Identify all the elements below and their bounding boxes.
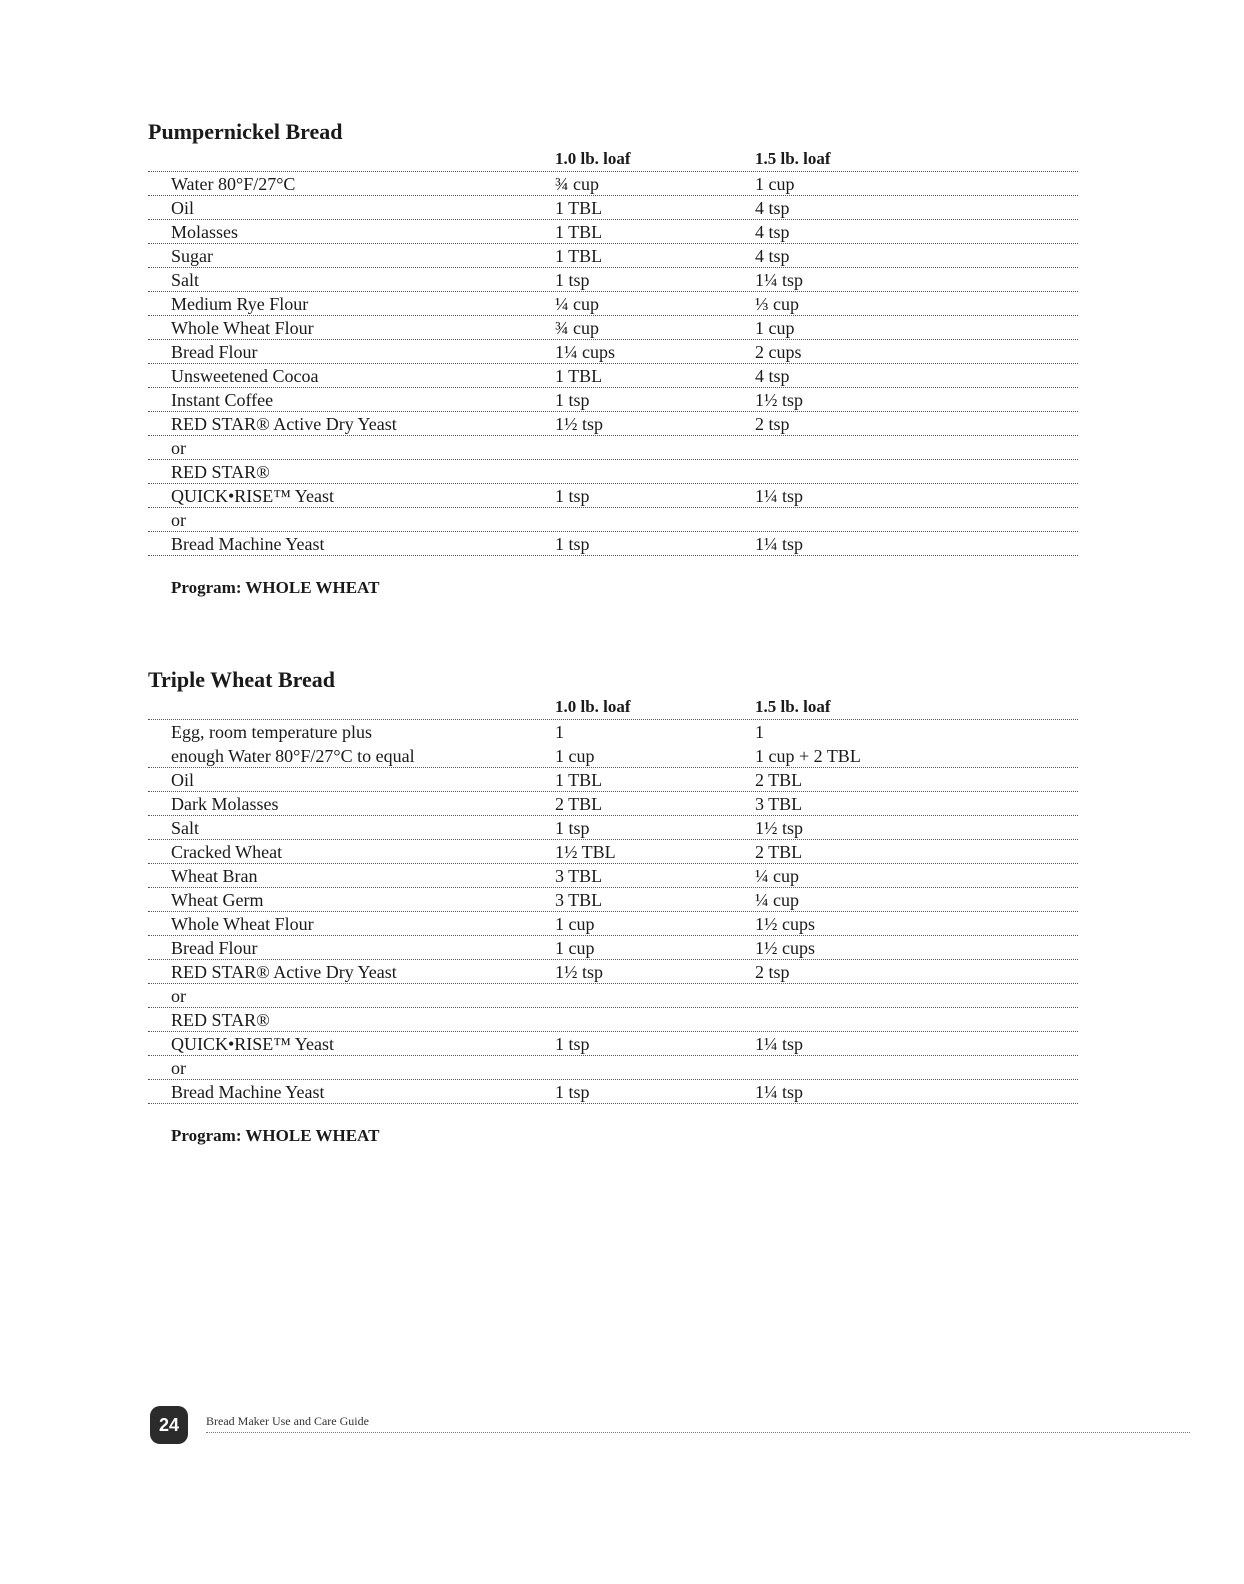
ingredient-name: Instant Coffee [171,390,274,410]
amount-large-loaf: ¼ cup [755,866,799,886]
column-headers [148,147,1078,172]
ingredient-name: RED STAR® Active Dry Yeast [171,414,397,434]
ingredient-name: RED STAR® [171,462,270,482]
ingredient-row [148,484,1078,508]
amount-large-loaf: 2 tsp [755,414,790,434]
ingredient-row [148,436,1078,460]
ingredient-row [148,316,1078,340]
recipe-pumpernickel [148,117,1078,598]
ingredient-row [148,244,1078,268]
amount-small-loaf: 1½ TBL [555,842,616,862]
page-footer [150,1406,1190,1446]
program-setting: Program: WHOLE WHEAT [171,1126,380,1145]
ingredient-row [148,888,1078,912]
amount-large-loaf: 4 tsp [755,366,790,386]
ingredient-row [148,960,1078,984]
ingredient-row [148,720,1078,744]
program-setting: Program: WHOLE WHEAT [171,578,380,597]
amount-small-loaf: 1 cup [555,746,595,766]
amount-small-loaf: 1 TBL [555,770,603,790]
ingredient-name: or [171,438,186,458]
ingredient-name: Bread Flour [171,938,258,958]
ingredient-name: Cracked Wheat [171,842,283,862]
ingredient-row [148,840,1078,864]
ingredient-row [148,912,1078,936]
amount-small-loaf: 1 cup [555,914,595,934]
amount-large-loaf: 2 tsp [755,962,790,982]
amount-small-loaf: ¼ cup [555,294,599,314]
amount-small-loaf: 1¼ cups [555,342,615,362]
amount-large-loaf: 4 tsp [755,198,790,218]
recipe-title: Pumpernickel Bread [148,119,343,144]
column-headers [148,695,1078,720]
ingredient-name: Salt [171,818,200,838]
ingredient-name: Bread Machine Yeast [171,1082,325,1102]
footer-divider [206,1432,1190,1433]
ingredient-row [148,936,1078,960]
amount-small-loaf: 1 TBL [555,246,603,266]
ingredient-name: or [171,1058,186,1078]
amount-large-loaf: 2 TBL [755,770,803,790]
amount-large-loaf: 2 TBL [755,842,803,862]
ingredient-row [148,172,1078,196]
ingredient-row [148,412,1078,436]
ingredient-row [148,1032,1078,1056]
amount-small-loaf: 2 TBL [555,794,603,814]
amount-large-loaf: 4 tsp [755,246,790,266]
amount-small-loaf: 1 cup [555,938,595,958]
amount-small-loaf: 1 tsp [555,270,590,290]
ingredient-name: Wheat Germ [171,890,264,910]
amount-small-loaf: 3 TBL [555,890,603,910]
ingredient-row [148,364,1078,388]
ingredient-row [148,268,1078,292]
amount-small-loaf: 1 tsp [555,486,590,506]
amount-large-loaf: 2 cups [755,342,802,362]
amount-large-loaf: 1 cup + 2 TBL [755,746,861,766]
amount-small-loaf: 1 TBL [555,222,603,242]
amount-small-loaf: 1½ tsp [555,414,604,434]
ingredient-name: enough Water 80°F/27°C to equal [171,746,415,766]
ingredient-row [148,220,1078,244]
ingredient-row [148,792,1078,816]
amount-small-loaf: 1½ tsp [555,962,604,982]
ingredient-name: Dark Molasses [171,794,279,814]
ingredient-name: Water 80°F/27°C [171,174,296,194]
ingredient-name: Unsweetened Cocoa [171,366,319,386]
ingredient-row [148,532,1078,556]
ingredient-row [148,1008,1078,1032]
amount-large-loaf: 1½ tsp [755,818,804,838]
amount-small-loaf: ¾ cup [555,174,599,194]
amount-large-loaf: 1¼ tsp [755,1034,804,1054]
ingredient-name: QUICK•RISE™ Yeast [171,1034,334,1054]
column-header-small-loaf: 1.0 lb. loaf [555,697,631,716]
ingredient-name: Egg, room temperature plus [171,722,372,742]
amount-large-loaf: 1½ cups [755,914,815,934]
ingredient-table [148,720,1078,1104]
ingredient-row [148,1056,1078,1080]
amount-large-loaf: 1½ cups [755,938,815,958]
amount-large-loaf: 1¼ tsp [755,486,804,506]
amount-large-loaf: 1 [755,722,764,742]
amount-small-loaf: 1 TBL [555,366,603,386]
column-header-large-loaf: 1.5 lb. loaf [755,697,831,716]
ingredient-row [148,1080,1078,1104]
ingredient-row [148,816,1078,840]
amount-small-loaf: 1 TBL [555,198,603,218]
amount-large-loaf: 3 TBL [755,794,803,814]
amount-small-loaf: 1 tsp [555,1034,590,1054]
ingredient-row [148,292,1078,316]
ingredient-row [148,508,1078,532]
ingredient-name: Oil [171,770,195,790]
ingredient-name: QUICK•RISE™ Yeast [171,486,334,506]
ingredient-name: Sugar [171,246,213,266]
ingredient-name: Bread Flour [171,342,258,362]
ingredient-name: or [171,510,186,530]
amount-small-loaf: 1 tsp [555,390,590,410]
amount-small-loaf: 1 [555,722,564,742]
ingredient-name: Molasses [171,222,238,242]
ingredient-name: Salt [171,270,200,290]
ingredient-row [148,460,1078,484]
ingredient-name: or [171,986,186,1006]
amount-large-loaf: 4 tsp [755,222,790,242]
ingredient-name: Wheat Bran [171,866,258,886]
ingredient-row [148,768,1078,792]
column-header-large-loaf: 1.5 lb. loaf [755,149,831,168]
recipe-title: Triple Wheat Bread [148,667,335,692]
amount-large-loaf: 1¼ tsp [755,270,804,290]
recipe-triple-wheat [148,665,1078,1146]
column-header-small-loaf: 1.0 lb. loaf [555,149,631,168]
ingredient-row [148,340,1078,364]
ingredient-row [148,984,1078,1008]
amount-small-loaf: 3 TBL [555,866,603,886]
ingredient-row [148,388,1078,412]
amount-large-loaf: 1¼ tsp [755,1082,804,1102]
page-number-badge: 24 [150,1406,188,1444]
ingredient-row [148,864,1078,888]
amount-large-loaf: ¼ cup [755,890,799,910]
ingredient-table [148,172,1078,556]
footer-title: Bread Maker Use and Care Guide [206,1414,369,1428]
amount-small-loaf: ¾ cup [555,318,599,338]
ingredient-row [148,196,1078,220]
amount-large-loaf: ⅓ cup [755,294,799,314]
ingredient-row [148,744,1078,768]
amount-small-loaf: 1 tsp [555,534,590,554]
amount-large-loaf: 1¼ tsp [755,534,804,554]
amount-large-loaf: 1½ tsp [755,390,804,410]
ingredient-name: Oil [171,198,195,218]
amount-small-loaf: 1 tsp [555,1082,590,1102]
ingredient-name: Whole Wheat Flour [171,318,314,338]
amount-large-loaf: 1 cup [755,318,795,338]
ingredient-name: Bread Machine Yeast [171,534,325,554]
ingredient-name: RED STAR® [171,1010,270,1030]
ingredient-name: Whole Wheat Flour [171,914,314,934]
amount-small-loaf: 1 tsp [555,818,590,838]
amount-large-loaf: 1 cup [755,174,795,194]
ingredient-name: Medium Rye Flour [171,294,309,314]
ingredient-name: RED STAR® Active Dry Yeast [171,962,397,982]
